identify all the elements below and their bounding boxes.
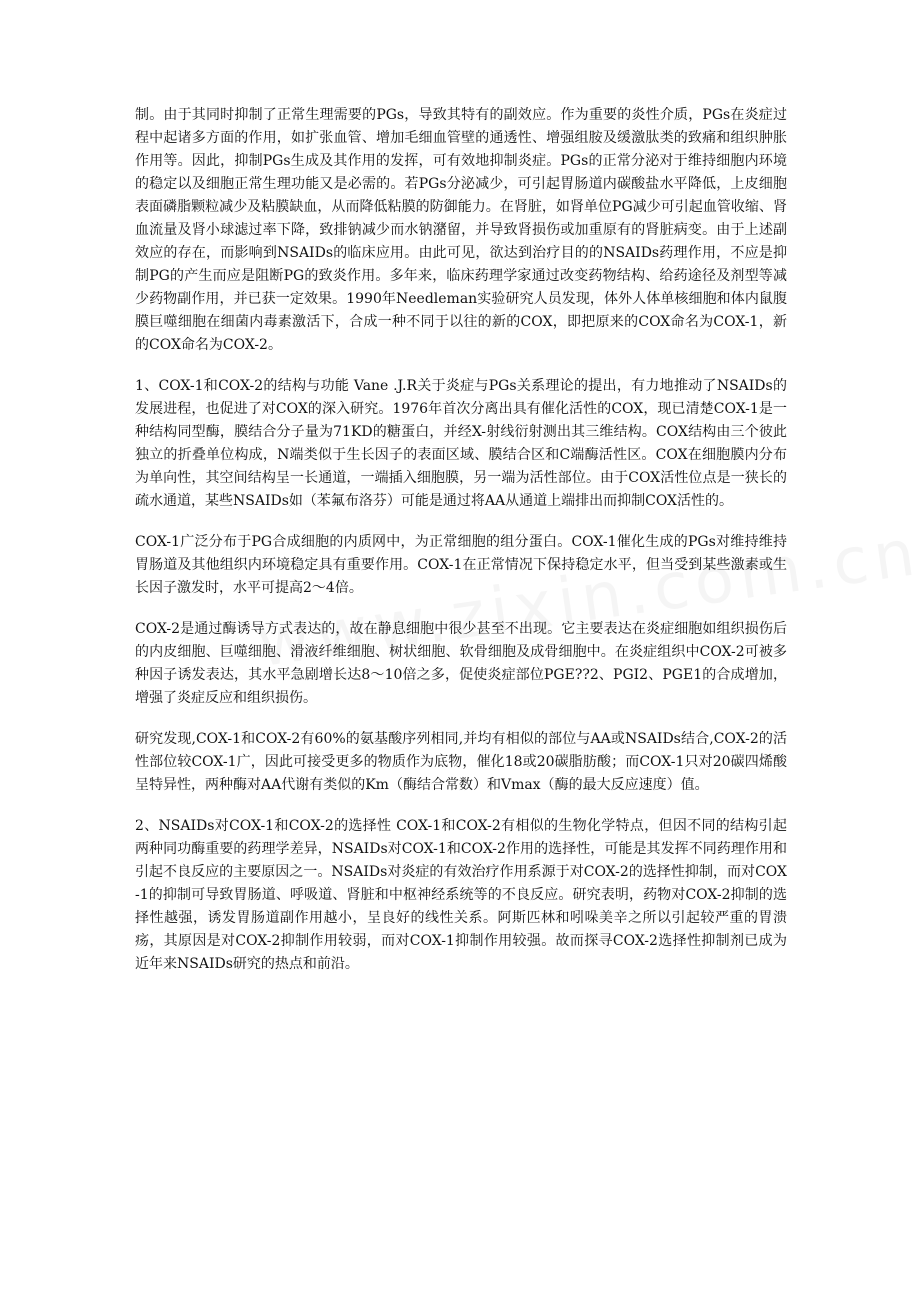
paragraph-cox2-expression: COX-2是通过酶诱导方式表达的，故在静息细胞中很少甚至不出现。它主要表达在炎症细胞如组织损伤后的内皮细胞、巨噬细胞、滑液纤维细胞、树状细胞、软骨细胞及成骨细胞中。在炎症组织中COX-2可被多种因子诱发表达，其水平急剧增长达8～10倍之多，促使炎症部位PGE??2、PGI2、PGE1的合成增加，增强了炎症反应和组织损伤。 <box>135 621 787 706</box>
paragraph-pgs-effects: 制。由于其同时抑制了正常生理需要的PGs，导致其特有的副效应。作为重要的炎性介质，PGs在炎症过程中起诸多方面的作用，如扩张血管、增加毛细血管壁的通透性、增强组胺及缓激肽类的致痛和组织肿胀作用等。因此，抑制PGs生成及其作用的发挥，可有效地抑制炎症。PGs的正常分泌对于维持细胞内环境的稳定以及细胞正常生理功能又是必需的。若PGs分泌减少，可引起胃肠道内碳酸盐水平降低，上皮细胞表面磷脂颗粒减少及粘膜缺血，从而降低粘膜的防御能力。在肾脏，如肾单位PG减少可引起血管收缩、肾血流量及肾小球滤过率下降，致排钠减少而水钠潴留，并导致肾损伤或加重原有的肾脏病变。由于上述副效应的存在，而影响到NSAIDs的临床应用。由此可见，欲达到治疗目的的NSAIDs药理作用，不应是抑制PG的产生而应是阻断PG的致炎作用。多年来，临床药理学家通过改变药物结构、给药途径及剂型等减少药物副作用，并已获一定效果。1990年Needleman实验研究人员发现，体外人体单核细胞和体内鼠腹膜巨噬细胞在细菌内毒素激活下，合成一种不同于以往的新的COX，即把原来的COX命名为COX-1，新的COX命名为COX-2。 <box>135 107 787 353</box>
paragraph-research-findings: 研究发现,COX-1和COX-2有60%的氨基酸序列相同,并均有相似的部位与AA或NSAIDs结合,COX-2的活性部位较COX-1广，因此可接受更多的物质作为底物，催化18或20碳脂肪酸；而COX-1只对20碳四烯酸呈特异性，两种酶对AA代谢有类似的Km（酶结合常数）和Vmax（酶的最大反应速度）值。 <box>135 731 787 793</box>
paragraph-nsaids-selectivity: 2、NSAIDs对COX-1和COX-2的选择性 COX-1和COX-2有相似的生物化学特点，但因不同的结构引起两种同功酶重要的药理学差异，NSAIDs对COX-1和COX-2作用的选择性，可能是其发挥不同药理作用和引起不良反应的主要原因之一。NSAIDs对炎症的有效治疗作用系源于对COX-2的选择性抑制，而对COX-1的抑制可导致胃肠道、呼吸道、肾脏和中枢神经系统等的不良反应。研究表明，药物对COX-2抑制的选择性越强，诱发胃肠道副作用越小，呈良好的线性关系。阿斯匹林和吲哚美辛之所以引起较严重的胃溃疡，其原因是对COX-2抑制作用较弱，而对COX-1抑制作用较强。故而探寻COX-2选择性抑制剂已成为近年来NSAIDs研究的热点和前沿。 <box>135 818 787 972</box>
paragraph-cox1-distribution: COX-1广泛分布于PG合成细胞的内质网中，为正常细胞的组分蛋白。COX-1催化生成的PGs对维持维持胃肠道及其他组织内环境稳定具有重要作用。COX-1在正常情况下保持稳定水平，但当受到某些激素或生长因子激发时，水平可提高2～4倍。 <box>135 534 787 596</box>
document-body <box>135 104 787 994</box>
paragraph-cox-structure: 1、COX-1和COX-2的结构与功能 Vane .J.R关于炎症与PGs关系理论的提出，有力地推动了NSAIDs的发展进程，也促进了对COX的深入研究。1976年首次分离出具有催化活性的COX，现已清楚COX-1是一种结构同型酶，膜结合分子量为71KD的糖蛋白，并经X-射线衍射测出其三维结构。COX结构由三个彼此独立的折叠单位构成，N端类似于生长因子的表面区域、膜结合区和C端酶活性区。COX在细胞膜内分布为单向性，其空间结构呈一长通道，一端插入细胞膜，另一端为活性部位。由于COX活性位点是一狭长的疏水通道，某些NSAIDs如（苯氟布洛芬）可能是通过将AA从通道上端排出而抑制COX活性的。 <box>135 378 787 509</box>
